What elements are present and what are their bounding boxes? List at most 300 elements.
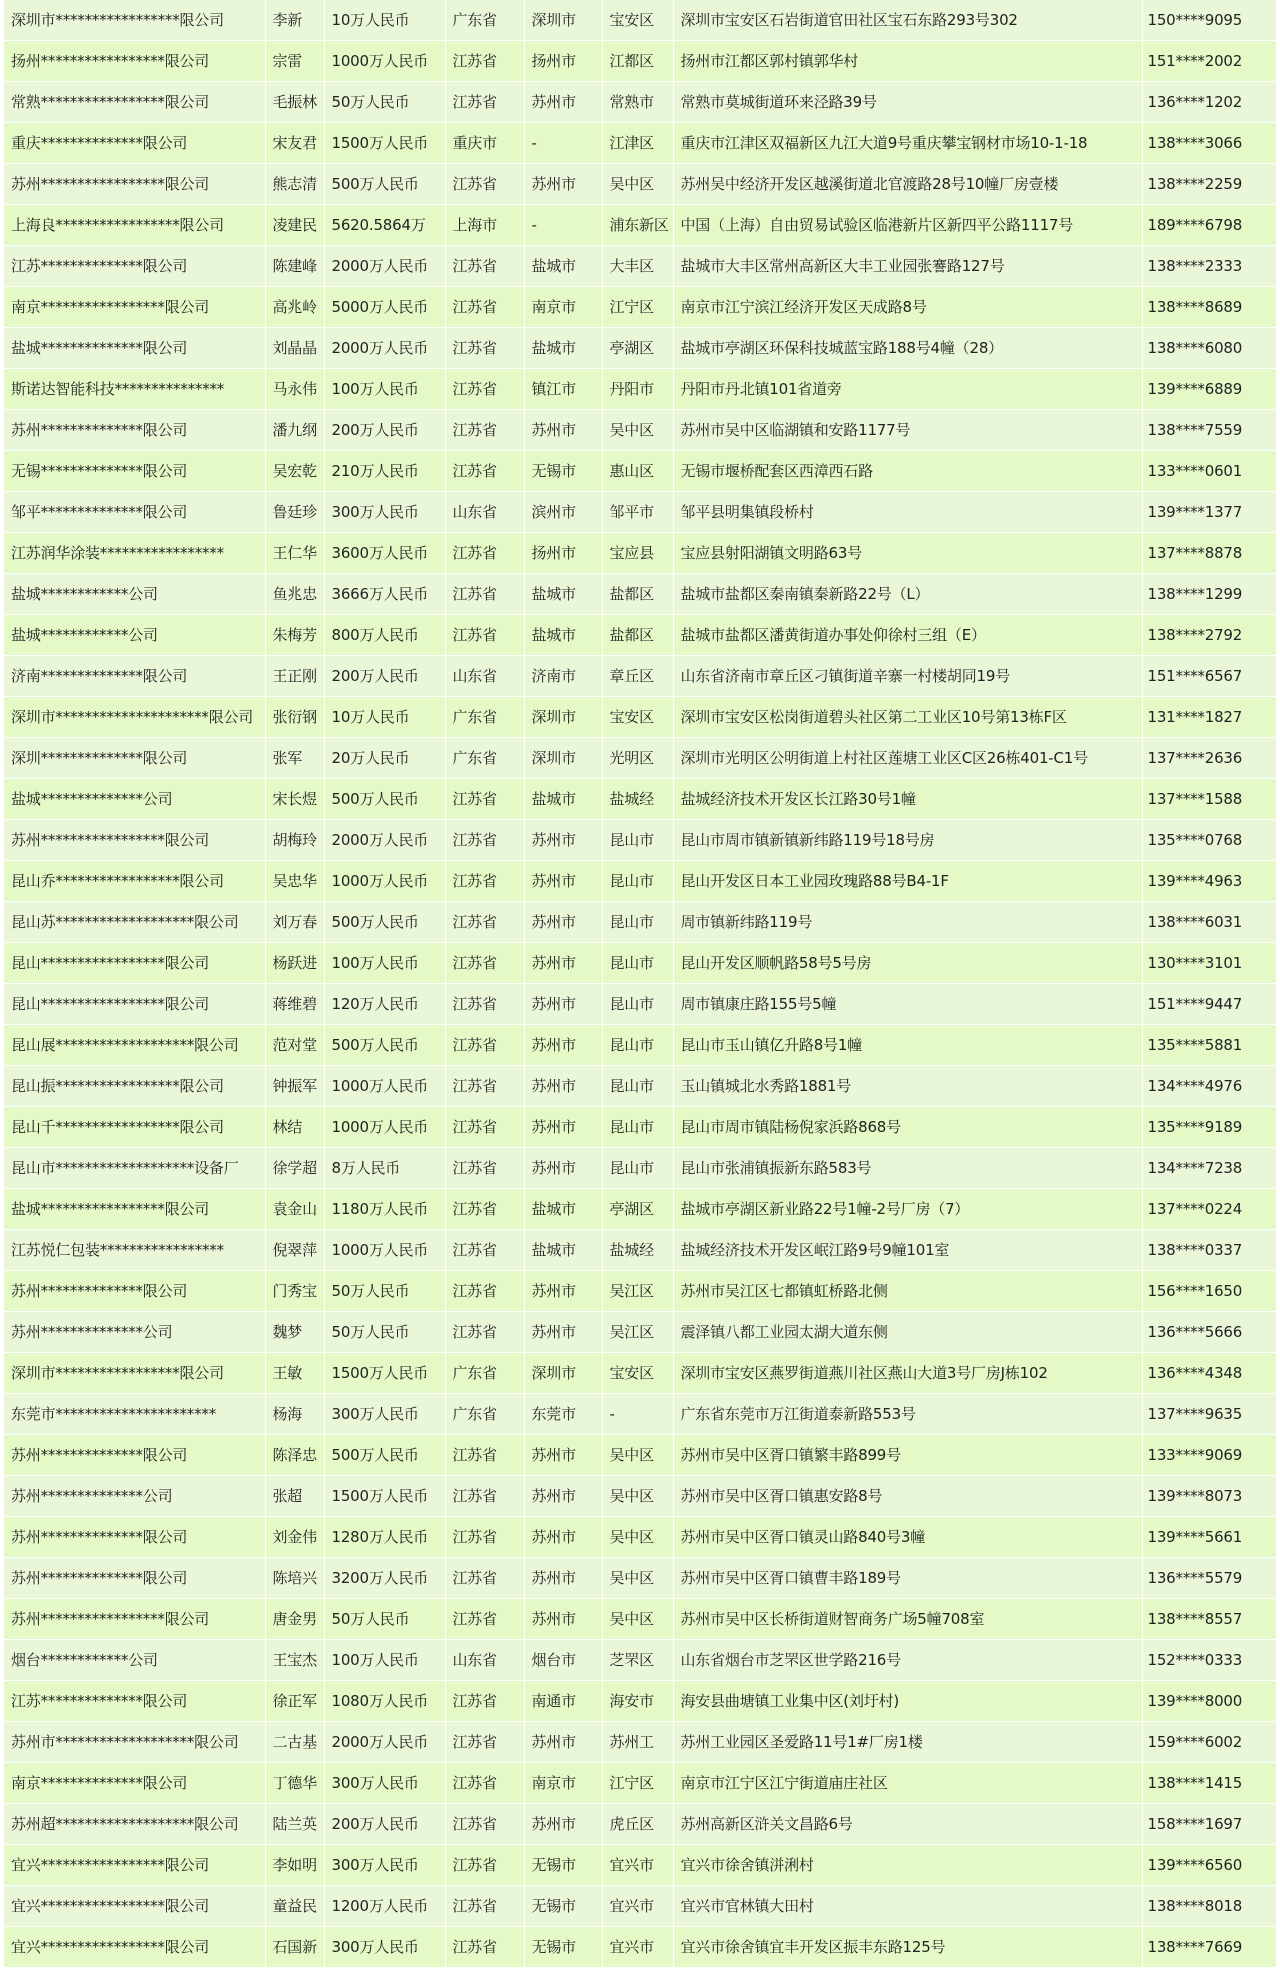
province-cell: 江苏省 (445, 861, 524, 902)
phone-cell: 134****4976 (1142, 1066, 1276, 1107)
company-name-cell: 苏州**************限公司 (4, 410, 265, 451)
company-name-cell: 苏州**************公司 (4, 1312, 265, 1353)
company-name-cell: 苏州**************限公司 (4, 1558, 265, 1599)
registered-capital-cell: 3200万人民币 (324, 1558, 445, 1599)
district-cell: 盐都区 (602, 615, 673, 656)
registered-capital-cell: 120万人民币 (324, 984, 445, 1025)
district-cell: 吴江区 (602, 1312, 673, 1353)
district-cell: 浦东新区 (602, 205, 673, 246)
table-row (4, 1189, 1276, 1230)
registered-capital-cell: 300万人民币 (324, 1394, 445, 1435)
table-row (4, 1066, 1276, 1107)
table-row (4, 1394, 1276, 1435)
address-cell: 昆山市周市镇新镇新纬路119号18号房 (673, 820, 1142, 861)
address-cell: 昆山市张浦镇振新东路583号 (673, 1148, 1142, 1189)
address-cell: 山东省烟台市芝罘区世学路216号 (673, 1640, 1142, 1681)
company-name-cell: 苏州*****************限公司 (4, 1599, 265, 1640)
table-row (4, 533, 1276, 574)
contact-name-cell: 徐学超 (265, 1148, 324, 1189)
district-cell: 宝安区 (602, 697, 673, 738)
province-cell: 江苏省 (445, 164, 524, 205)
district-cell: 盐城经 (602, 1230, 673, 1271)
address-cell: 宜兴市徐舍镇洴浰村 (673, 1845, 1142, 1886)
province-cell: 江苏省 (445, 1476, 524, 1517)
company-name-cell: 烟台************公司 (4, 1640, 265, 1681)
registered-capital-cell: 3666万人民币 (324, 574, 445, 615)
company-name-cell: 盐城**************公司 (4, 779, 265, 820)
company-name-cell: 苏州**************限公司 (4, 1271, 265, 1312)
table-row (4, 205, 1276, 246)
address-cell: 盐城经济技术开发区长江路30号1幢 (673, 779, 1142, 820)
district-cell: 江宁区 (602, 1763, 673, 1804)
province-cell: 江苏省 (445, 1845, 524, 1886)
phone-cell: 159****6002 (1142, 1722, 1276, 1763)
registered-capital-cell: 500万人民币 (324, 164, 445, 205)
address-cell: 扬州市江都区郭村镇郭华村 (673, 41, 1142, 82)
company-name-cell: 苏州*****************限公司 (4, 820, 265, 861)
table-row (4, 492, 1276, 533)
phone-cell: 139****6560 (1142, 1845, 1276, 1886)
contact-name-cell: 张超 (265, 1476, 324, 1517)
province-cell: 江苏省 (445, 1681, 524, 1722)
registered-capital-cell: 1500万人民币 (324, 1353, 445, 1394)
registered-capital-cell: 2000万人民币 (324, 1722, 445, 1763)
registered-capital-cell: 2000万人民币 (324, 328, 445, 369)
company-name-cell: 昆山*****************限公司 (4, 984, 265, 1025)
district-cell: 江宁区 (602, 287, 673, 328)
company-name-cell: 苏州**************公司 (4, 1476, 265, 1517)
contact-name-cell: 熊志清 (265, 164, 324, 205)
table-row (4, 615, 1276, 656)
table-row (4, 656, 1276, 697)
phone-cell: 135****0768 (1142, 820, 1276, 861)
contact-name-cell: 唐金男 (265, 1599, 324, 1640)
registered-capital-cell: 500万人民币 (324, 902, 445, 943)
address-cell: 昆山开发区日本工业园玫瑰路88号B4-1F (673, 861, 1142, 902)
company-name-cell: 深圳市*********************限公司 (4, 697, 265, 738)
phone-cell: 136****5666 (1142, 1312, 1276, 1353)
address-cell: 苏州工业园区圣爱路11号1#厂房1楼 (673, 1722, 1142, 1763)
phone-cell: 135****9189 (1142, 1107, 1276, 1148)
phone-cell: 138****2259 (1142, 164, 1276, 205)
address-cell: 昆山开发区顺帆路58号5号房 (673, 943, 1142, 984)
contact-name-cell: 宋长煜 (265, 779, 324, 820)
city-cell: 南京市 (524, 287, 602, 328)
address-cell: 玉山镇城北水秀路1881号 (673, 1066, 1142, 1107)
district-cell: 吴中区 (602, 1599, 673, 1640)
phone-cell: 134****7238 (1142, 1148, 1276, 1189)
district-cell: 宜兴市 (602, 1845, 673, 1886)
registered-capital-cell: 50万人民币 (324, 82, 445, 123)
registered-capital-cell: 1500万人民币 (324, 123, 445, 164)
registered-capital-cell: 1000万人民币 (324, 1230, 445, 1271)
district-cell: 宜兴市 (602, 1886, 673, 1927)
province-cell: 江苏省 (445, 1763, 524, 1804)
city-cell: 苏州市 (524, 1271, 602, 1312)
address-cell: 无锡市堰桥配套区西漳西石路 (673, 451, 1142, 492)
table-row (4, 779, 1276, 820)
address-cell: 海安县曲塘镇工业集中区(刘圩村) (673, 1681, 1142, 1722)
city-cell: 盐城市 (524, 1230, 602, 1271)
registered-capital-cell: 100万人民币 (324, 369, 445, 410)
registered-capital-cell: 300万人民币 (324, 1763, 445, 1804)
address-cell: 苏州市吴江区七都镇虹桥路北侧 (673, 1271, 1142, 1312)
registered-capital-cell: 1080万人民币 (324, 1681, 445, 1722)
registered-capital-cell: 1500万人民币 (324, 1476, 445, 1517)
district-cell: 惠山区 (602, 451, 673, 492)
company-name-cell: 苏州**************限公司 (4, 1517, 265, 1558)
contact-name-cell: 陈建峰 (265, 246, 324, 287)
city-cell: - (524, 205, 602, 246)
contact-name-cell: 袁金山 (265, 1189, 324, 1230)
company-name-cell: 无锡**************限公司 (4, 451, 265, 492)
company-name-cell: 盐城**************限公司 (4, 328, 265, 369)
contact-name-cell: 胡梅玲 (265, 820, 324, 861)
district-cell: 昆山市 (602, 1107, 673, 1148)
district-cell: 光明区 (602, 738, 673, 779)
province-cell: 广东省 (445, 738, 524, 779)
table-row (4, 82, 1276, 123)
city-cell: 苏州市 (524, 1558, 602, 1599)
address-cell: 南京市江宁滨江经济开发区天成路8号 (673, 287, 1142, 328)
city-cell: 东莞市 (524, 1394, 602, 1435)
registered-capital-cell: 3600万人民币 (324, 533, 445, 574)
province-cell: 山东省 (445, 492, 524, 533)
phone-cell: 151****6567 (1142, 656, 1276, 697)
district-cell: 宜兴市 (602, 1927, 673, 1968)
table-body (4, 0, 1276, 1968)
registered-capital-cell: 2000万人民币 (324, 820, 445, 861)
registered-capital-cell: 500万人民币 (324, 1025, 445, 1066)
company-name-cell: 苏州超*******************限公司 (4, 1804, 265, 1845)
registered-capital-cell: 5620.5864万 (324, 205, 445, 246)
city-cell: 苏州市 (524, 820, 602, 861)
contact-name-cell: 林结 (265, 1107, 324, 1148)
address-cell: 苏州市吴中区胥口镇曹丰路189号 (673, 1558, 1142, 1599)
phone-cell: 135****5881 (1142, 1025, 1276, 1066)
province-cell: 江苏省 (445, 533, 524, 574)
company-name-cell: 盐城************公司 (4, 574, 265, 615)
city-cell: 苏州市 (524, 1804, 602, 1845)
table-row (4, 0, 1276, 41)
contact-name-cell: 高兆岭 (265, 287, 324, 328)
registered-capital-cell: 50万人民币 (324, 1271, 445, 1312)
registered-capital-cell: 1180万人民币 (324, 1189, 445, 1230)
district-cell: 宝安区 (602, 1353, 673, 1394)
city-cell: 烟台市 (524, 1640, 602, 1681)
phone-cell: 139****8073 (1142, 1476, 1276, 1517)
address-cell: 盐城市大丰区常州高新区大丰工业园张謇路127号 (673, 246, 1142, 287)
phone-cell: 138****1299 (1142, 574, 1276, 615)
address-cell: 重庆市江津区双福新区九江大道9号重庆攀宝钢材市场10-1-18 (673, 123, 1142, 164)
district-cell: - (602, 1394, 673, 1435)
address-cell: 南京市江宁区江宁街道庙庄社区 (673, 1763, 1142, 1804)
registered-capital-cell: 5000万人民币 (324, 287, 445, 328)
company-name-cell: 重庆**************限公司 (4, 123, 265, 164)
phone-cell: 133****0601 (1142, 451, 1276, 492)
company-name-cell: 苏州市*******************限公司 (4, 1722, 265, 1763)
phone-cell: 137****9635 (1142, 1394, 1276, 1435)
district-cell: 吴中区 (602, 1517, 673, 1558)
phone-cell: 138****3066 (1142, 123, 1276, 164)
address-cell: 广东省东莞市万江街道泰新路553号 (673, 1394, 1142, 1435)
address-cell: 深圳市宝安区石岩街道官田社区宝石东路293号302 (673, 0, 1142, 41)
company-name-cell: 昆山乔*****************限公司 (4, 861, 265, 902)
province-cell: 广东省 (445, 1353, 524, 1394)
phone-cell: 139****4963 (1142, 861, 1276, 902)
phone-cell: 151****9447 (1142, 984, 1276, 1025)
district-cell: 海安市 (602, 1681, 673, 1722)
phone-cell: 138****8689 (1142, 287, 1276, 328)
registered-capital-cell: 200万人民币 (324, 656, 445, 697)
company-name-cell: 昆山市*******************设备厂 (4, 1148, 265, 1189)
company-name-cell: 深圳**************限公司 (4, 738, 265, 779)
table-row (4, 861, 1276, 902)
city-cell: 盐城市 (524, 574, 602, 615)
phone-cell: 133****9069 (1142, 1435, 1276, 1476)
contact-name-cell: 刘万春 (265, 902, 324, 943)
district-cell: 虎丘区 (602, 1804, 673, 1845)
company-name-cell: 深圳市*****************限公司 (4, 0, 265, 41)
province-cell: 江苏省 (445, 1271, 524, 1312)
registered-capital-cell: 1000万人民币 (324, 1107, 445, 1148)
table-row (4, 1681, 1276, 1722)
district-cell: 常熟市 (602, 82, 673, 123)
city-cell: 盐城市 (524, 328, 602, 369)
address-cell: 苏州吴中经济开发区越溪街道北官渡路28号10幢厂房壹楼 (673, 164, 1142, 205)
district-cell: 亭湖区 (602, 328, 673, 369)
province-cell: 江苏省 (445, 943, 524, 984)
company-name-cell: 盐城************公司 (4, 615, 265, 656)
contact-name-cell: 魏梦 (265, 1312, 324, 1353)
phone-cell: 139****1377 (1142, 492, 1276, 533)
province-cell: 江苏省 (445, 246, 524, 287)
company-name-cell: 宜兴*****************限公司 (4, 1845, 265, 1886)
district-cell: 章丘区 (602, 656, 673, 697)
address-cell: 宝应县射阳湖镇文明路63号 (673, 533, 1142, 574)
district-cell: 昆山市 (602, 1148, 673, 1189)
registered-capital-cell: 10万人民币 (324, 697, 445, 738)
phone-cell: 136****4348 (1142, 1353, 1276, 1394)
table-row (4, 328, 1276, 369)
address-cell: 震泽镇八都工业园太湖大道东侧 (673, 1312, 1142, 1353)
city-cell: 无锡市 (524, 1886, 602, 1927)
company-name-cell: 江苏润华涂装***************** (4, 533, 265, 574)
contact-name-cell: 刘晶晶 (265, 328, 324, 369)
contact-name-cell: 吴宏乾 (265, 451, 324, 492)
district-cell: 丹阳市 (602, 369, 673, 410)
phone-cell: 189****6798 (1142, 205, 1276, 246)
company-table (4, 0, 1277, 1968)
contact-name-cell: 潘九纲 (265, 410, 324, 451)
phone-cell: 152****0333 (1142, 1640, 1276, 1681)
table-row (4, 1230, 1276, 1271)
contact-name-cell: 张军 (265, 738, 324, 779)
province-cell: 江苏省 (445, 1804, 524, 1845)
phone-cell: 138****8018 (1142, 1886, 1276, 1927)
table-row (4, 1517, 1276, 1558)
table-row (4, 1435, 1276, 1476)
city-cell: 深圳市 (524, 738, 602, 779)
address-cell: 宜兴市徐舍镇宜丰开发区振丰东路125号 (673, 1927, 1142, 1968)
city-cell: 苏州市 (524, 1435, 602, 1476)
contact-name-cell: 杨海 (265, 1394, 324, 1435)
phone-cell: 150****9095 (1142, 0, 1276, 41)
city-cell: 苏州市 (524, 1107, 602, 1148)
registered-capital-cell: 1000万人民币 (324, 861, 445, 902)
company-name-cell: 斯诺达智能科技*************** (4, 369, 265, 410)
province-cell: 江苏省 (445, 1312, 524, 1353)
company-name-cell: 苏州*****************限公司 (4, 164, 265, 205)
district-cell: 昆山市 (602, 820, 673, 861)
registered-capital-cell: 50万人民币 (324, 1312, 445, 1353)
table-row (4, 246, 1276, 287)
city-cell: 苏州市 (524, 1148, 602, 1189)
address-cell: 深圳市宝安区松岗街道碧头社区第二工业区10号第13栋F区 (673, 697, 1142, 738)
province-cell: 江苏省 (445, 1722, 524, 1763)
address-cell: 丹阳市丹北镇101省道旁 (673, 369, 1142, 410)
district-cell: 邹平市 (602, 492, 673, 533)
registered-capital-cell: 300万人民币 (324, 1845, 445, 1886)
registered-capital-cell: 2000万人民币 (324, 246, 445, 287)
district-cell: 吴中区 (602, 1558, 673, 1599)
address-cell: 盐城市盐都区潘黄街道办事处仰徐村三组（E） (673, 615, 1142, 656)
address-cell: 周市镇新纬路119号 (673, 902, 1142, 943)
company-name-cell: 盐城*****************限公司 (4, 1189, 265, 1230)
table-row (4, 1148, 1276, 1189)
province-cell: 江苏省 (445, 82, 524, 123)
address-cell: 宜兴市官林镇大田村 (673, 1886, 1142, 1927)
table-row (4, 1558, 1276, 1599)
registered-capital-cell: 300万人民币 (324, 1927, 445, 1968)
company-name-cell: 江苏**************限公司 (4, 246, 265, 287)
table-row (4, 451, 1276, 492)
contact-name-cell: 门秀宝 (265, 1271, 324, 1312)
table-row (4, 1927, 1276, 1968)
province-cell: 江苏省 (445, 451, 524, 492)
table-row (4, 123, 1276, 164)
city-cell: 苏州市 (524, 943, 602, 984)
contact-name-cell: 倪翠萍 (265, 1230, 324, 1271)
table-row (4, 1025, 1276, 1066)
province-cell: 江苏省 (445, 1230, 524, 1271)
district-cell: 吴中区 (602, 1435, 673, 1476)
table-row (4, 574, 1276, 615)
company-name-cell: 江苏**************限公司 (4, 1681, 265, 1722)
company-name-cell: 上海良*****************限公司 (4, 205, 265, 246)
district-cell: 苏州工 (602, 1722, 673, 1763)
contact-name-cell: 马永伟 (265, 369, 324, 410)
table-row (4, 738, 1276, 779)
phone-cell: 136****1202 (1142, 82, 1276, 123)
table-row (4, 1845, 1276, 1886)
table-row (4, 164, 1276, 205)
registered-capital-cell: 50万人民币 (324, 1599, 445, 1640)
registered-capital-cell: 20万人民币 (324, 738, 445, 779)
table-row (4, 1640, 1276, 1681)
contact-name-cell: 宋友君 (265, 123, 324, 164)
address-cell: 邹平县明集镇段桥村 (673, 492, 1142, 533)
contact-name-cell: 陈泽忠 (265, 1435, 324, 1476)
phone-cell: 130****3101 (1142, 943, 1276, 984)
contact-name-cell: 杨跃进 (265, 943, 324, 984)
address-cell: 盐城市盐都区秦南镇秦新路22号（L） (673, 574, 1142, 615)
contact-name-cell: 刘金伟 (265, 1517, 324, 1558)
city-cell: 扬州市 (524, 41, 602, 82)
table-row (4, 697, 1276, 738)
city-cell: 滨州市 (524, 492, 602, 533)
city-cell: 济南市 (524, 656, 602, 697)
district-cell: 亭湖区 (602, 1189, 673, 1230)
company-name-cell: 宜兴*****************限公司 (4, 1927, 265, 1968)
address-cell: 昆山市玉山镇亿升路8号1幢 (673, 1025, 1142, 1066)
district-cell: 吴中区 (602, 164, 673, 205)
company-name-cell: 昆山苏*******************限公司 (4, 902, 265, 943)
contact-name-cell: 王宝杰 (265, 1640, 324, 1681)
contact-name-cell: 钟振军 (265, 1066, 324, 1107)
company-name-cell: 苏州**************限公司 (4, 1435, 265, 1476)
province-cell: 江苏省 (445, 1189, 524, 1230)
address-cell: 周市镇康庄路155号5幢 (673, 984, 1142, 1025)
province-cell: 江苏省 (445, 1025, 524, 1066)
address-cell: 苏州市吴中区临湖镇和安路1177号 (673, 410, 1142, 451)
district-cell: 大丰区 (602, 246, 673, 287)
contact-name-cell: 朱梅芳 (265, 615, 324, 656)
district-cell: 昆山市 (602, 902, 673, 943)
phone-cell: 131****1827 (1142, 697, 1276, 738)
table-row (4, 984, 1276, 1025)
province-cell: 江苏省 (445, 41, 524, 82)
phone-cell: 137****2636 (1142, 738, 1276, 779)
phone-cell: 138****2792 (1142, 615, 1276, 656)
phone-cell: 138****6031 (1142, 902, 1276, 943)
phone-cell: 139****8000 (1142, 1681, 1276, 1722)
city-cell: 苏州市 (524, 1476, 602, 1517)
company-name-cell: 常熟*****************限公司 (4, 82, 265, 123)
company-name-cell: 济南**************限公司 (4, 656, 265, 697)
province-cell: 江苏省 (445, 410, 524, 451)
district-cell: 昆山市 (602, 861, 673, 902)
city-cell: 盐城市 (524, 779, 602, 820)
registered-capital-cell: 500万人民币 (324, 779, 445, 820)
registered-capital-cell: 100万人民币 (324, 1640, 445, 1681)
city-cell: 盐城市 (524, 615, 602, 656)
province-cell: 江苏省 (445, 287, 524, 328)
city-cell: 苏州市 (524, 164, 602, 205)
contact-name-cell: 童益民 (265, 1886, 324, 1927)
province-cell: 江苏省 (445, 369, 524, 410)
registered-capital-cell: 1200万人民币 (324, 1886, 445, 1927)
contact-name-cell: 鱼兆忠 (265, 574, 324, 615)
city-cell: 深圳市 (524, 0, 602, 41)
company-name-cell: 东莞市********************** (4, 1394, 265, 1435)
province-cell: 江苏省 (445, 615, 524, 656)
contact-name-cell: 宗雷 (265, 41, 324, 82)
phone-cell: 158****1697 (1142, 1804, 1276, 1845)
province-cell: 江苏省 (445, 1886, 524, 1927)
phone-cell: 139****6889 (1142, 369, 1276, 410)
province-cell: 江苏省 (445, 1148, 524, 1189)
district-cell: 盐都区 (602, 574, 673, 615)
table-row (4, 1312, 1276, 1353)
district-cell: 江都区 (602, 41, 673, 82)
table-row (4, 1763, 1276, 1804)
company-name-cell: 昆山振*****************限公司 (4, 1066, 265, 1107)
province-cell: 江苏省 (445, 328, 524, 369)
city-cell: 苏州市 (524, 902, 602, 943)
province-cell: 山东省 (445, 1640, 524, 1681)
contact-name-cell: 王敏 (265, 1353, 324, 1394)
